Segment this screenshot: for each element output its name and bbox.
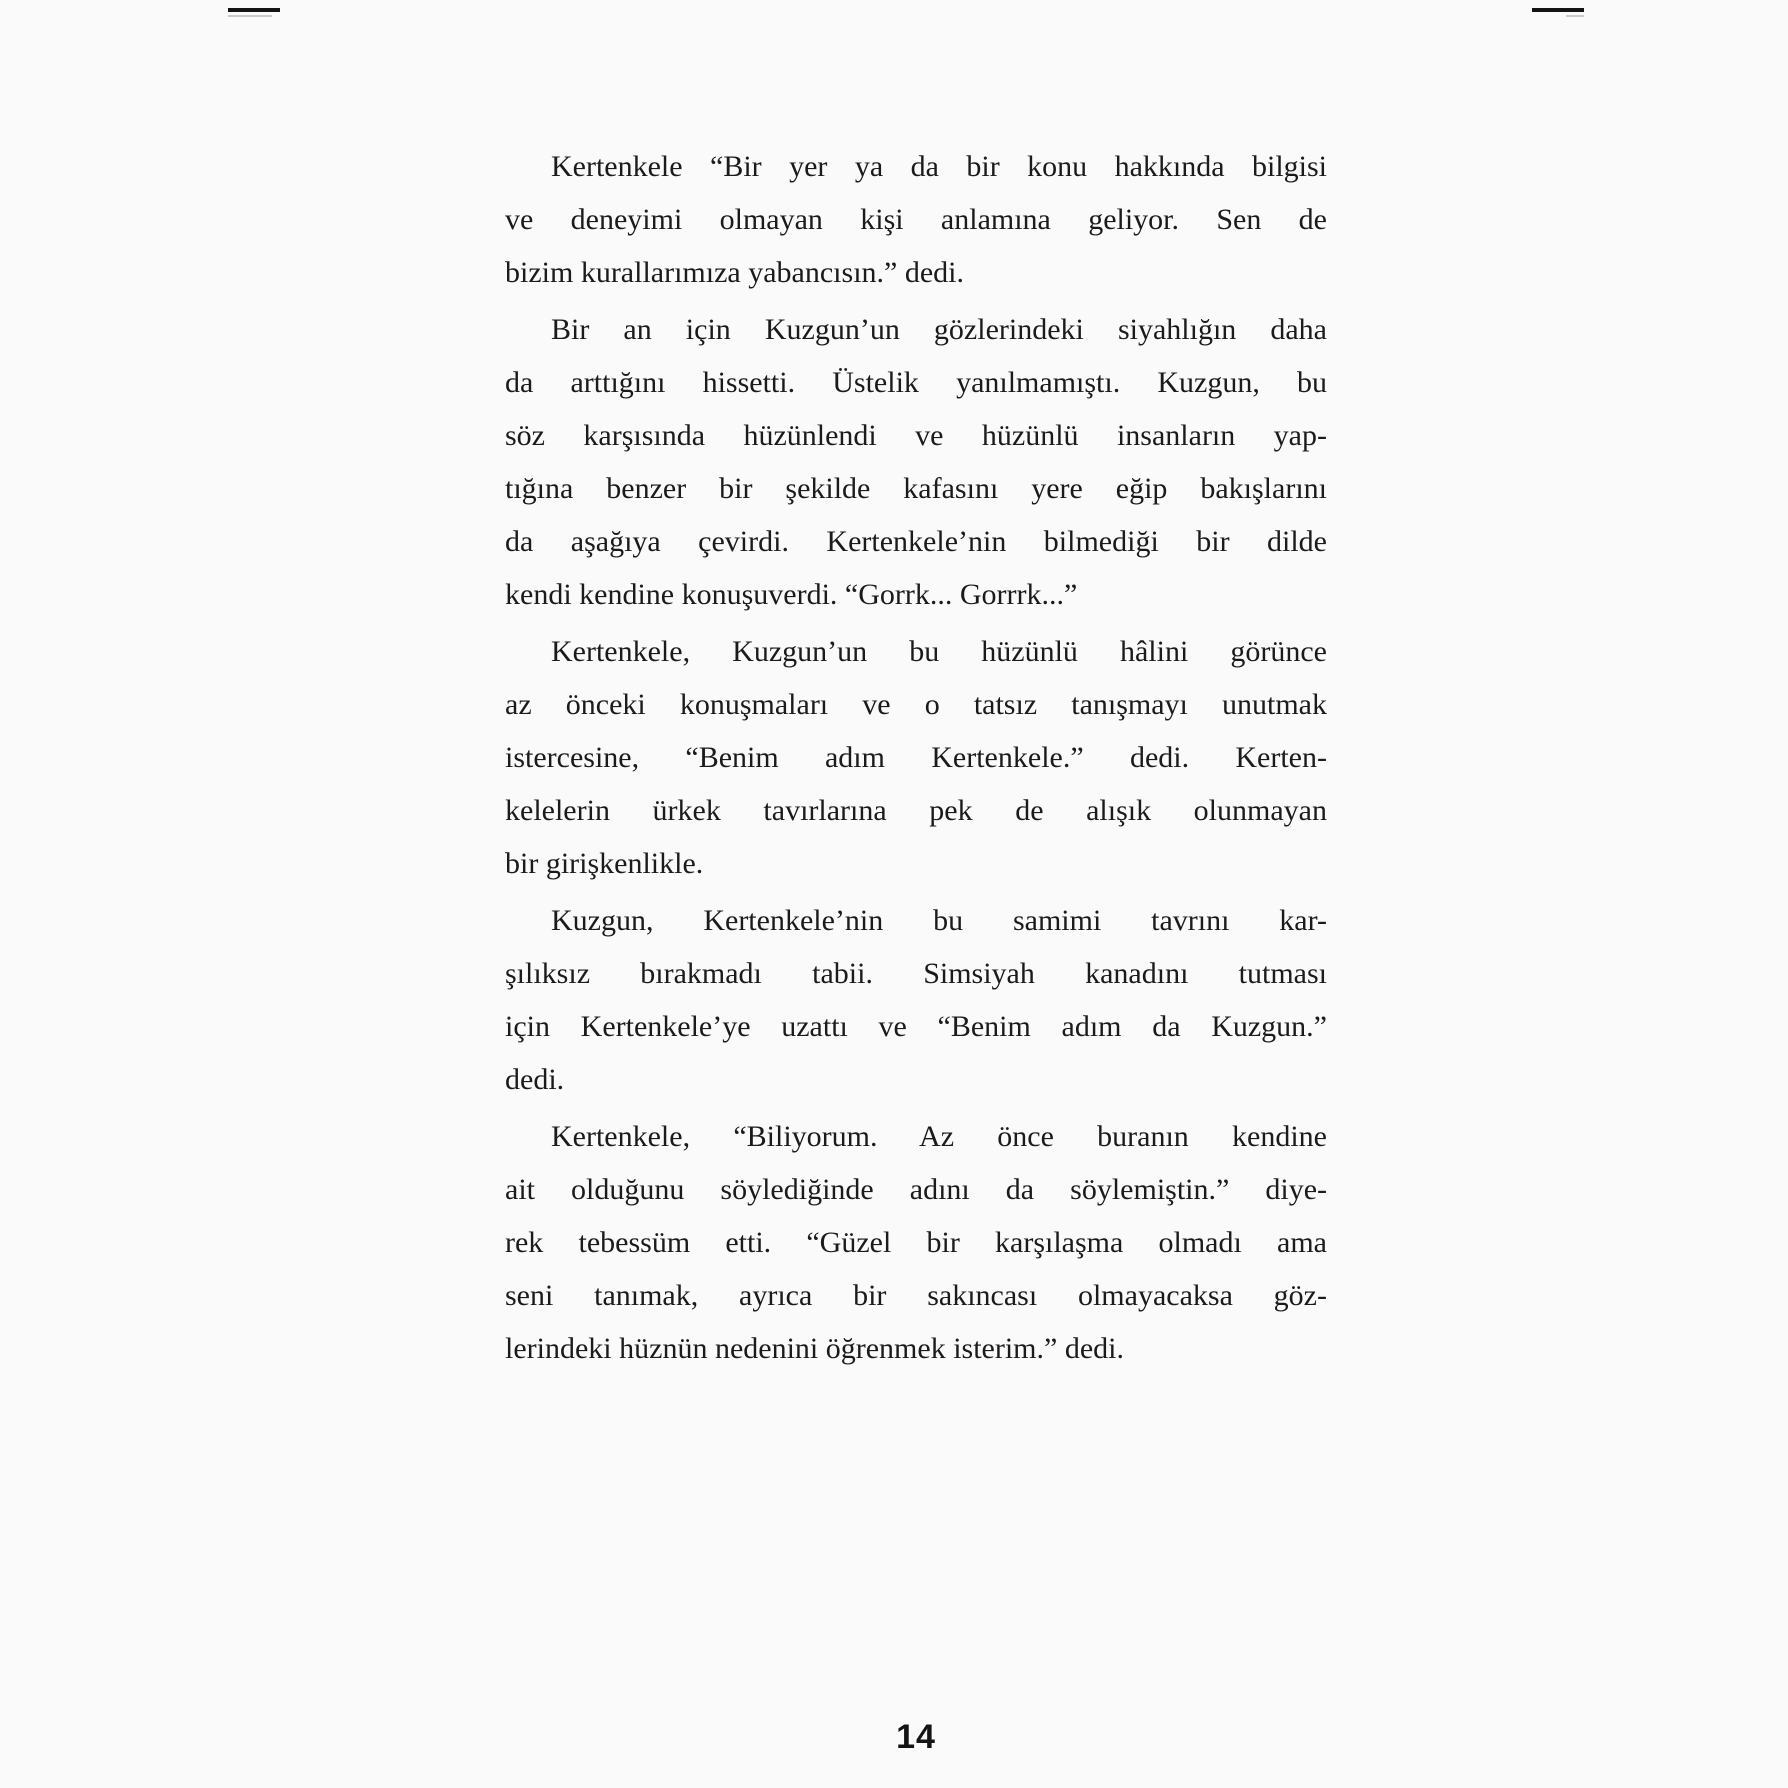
paragraph	[505, 303, 1327, 621]
text-line: kendi kendine konuşuverdi. “Gorrk... Gorrrk...”	[505, 578, 1078, 611]
text-line: az önceki konuşmaları ve o tatsız tanışmayı unutmak	[505, 688, 1327, 721]
text-line: lerindeki hüznün nedenini öğrenmek isterim.” dedi.	[505, 1332, 1124, 1365]
trim-mark-shadow	[228, 15, 272, 17]
trim-mark-bar	[1532, 8, 1584, 12]
text-line: da aşağıya çevirdi. Kertenkele’nin bilmediği bir dilde	[505, 525, 1327, 558]
text-line: ait olduğunu söylediğinde adını da söylemiştin.” diye-	[505, 1173, 1327, 1206]
text-line: söz karşısında hüzünlendi ve hüzünlü insanların yap-	[505, 419, 1327, 452]
trim-mark-bar	[228, 8, 280, 12]
text-line: bizim kurallarımıza yabancısın.” dedi.	[505, 256, 964, 289]
paragraph	[505, 1110, 1327, 1375]
text-line: istercesine, “Benim adım Kertenkele.” dedi. Kerten-	[505, 741, 1327, 774]
text-line: da arttığını hissetti. Üstelik yanılmamıştı. Kuzgun, bu	[505, 366, 1327, 399]
text-line: için Kertenkele’ye uzattı ve “Benim adım da Kuzgun.”	[505, 1010, 1327, 1043]
text-line: Kertenkele, Kuzgun’un bu hüzünlü hâlini görünce	[551, 635, 1327, 668]
paragraph	[505, 140, 1327, 299]
text-line: rek tebessüm etti. “Güzel bir karşılaşma olmadı ama	[505, 1226, 1327, 1259]
text-line: ve deneyimi olmayan kişi anlamına geliyor. Sen de	[505, 203, 1327, 236]
text-line: şılıksız bırakmadı tabii. Simsiyah kanadını tutması	[505, 957, 1327, 990]
top-left-trim-mark-icon	[228, 8, 280, 17]
text-line: kelelerin ürkek tavırlarına pek de alışık olunmayan	[505, 794, 1327, 827]
text-line: seni tanımak, ayrıca bir sakıncası olmayacaksa göz-	[505, 1279, 1327, 1312]
paragraph	[505, 625, 1327, 890]
text-line: tığına benzer bir şekilde kafasını yere eğip bakışlarını	[505, 472, 1327, 505]
text-line: Kuzgun, Kertenkele’nin bu samimi tavrını kar-	[551, 904, 1327, 937]
top-right-trim-mark-icon	[1532, 8, 1584, 17]
text-line: Kertenkele “Bir yer ya da bir konu hakkında bilgisi	[551, 150, 1327, 183]
trim-mark-shadow	[1566, 15, 1584, 17]
text-line: dedi.	[505, 1063, 565, 1096]
paragraph	[505, 894, 1327, 1106]
text-line: Bir an için Kuzgun’un gözlerindeki siyahlığın daha	[551, 313, 1327, 346]
text-line: Kertenkele, “Biliyorum. Az önce buranın kendine	[551, 1120, 1327, 1153]
text-block	[505, 140, 1327, 1375]
text-line: bir girişkenlikle.	[505, 847, 704, 880]
page-number: 14	[896, 1718, 936, 1756]
